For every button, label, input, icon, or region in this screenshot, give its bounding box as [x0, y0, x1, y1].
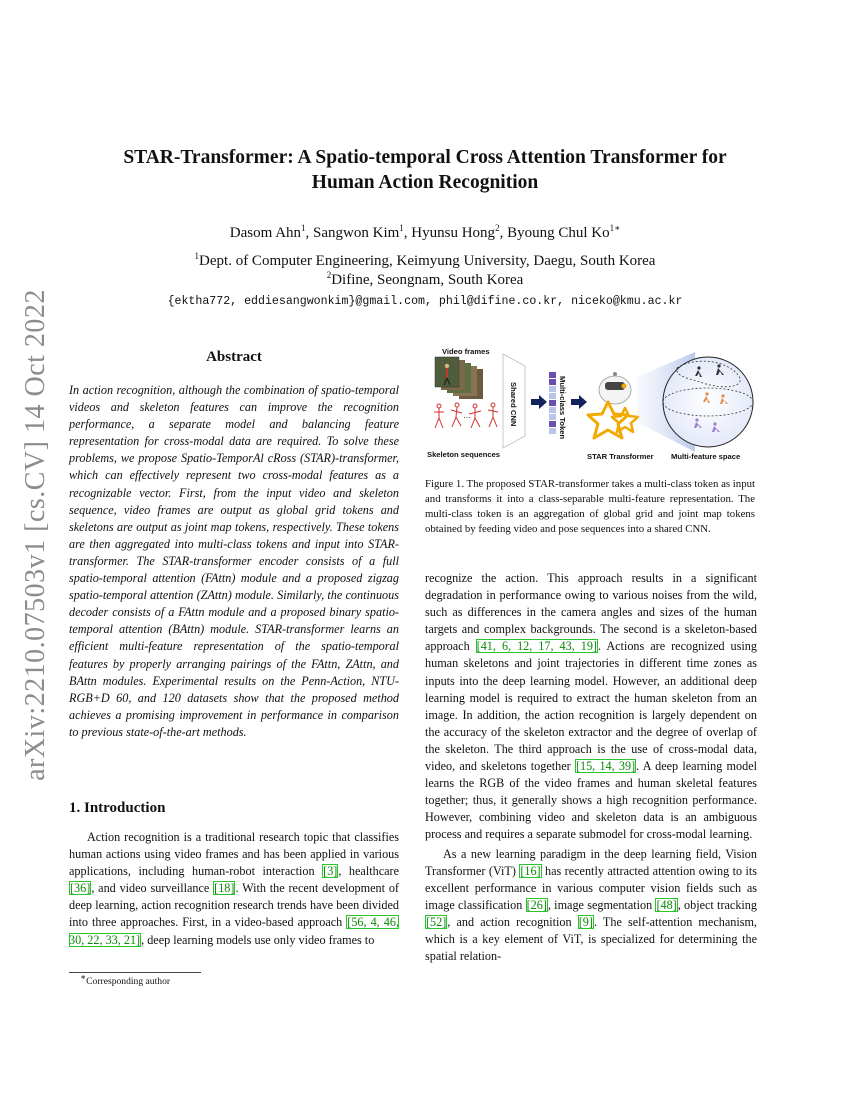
footnote-rule [69, 972, 201, 973]
citation-link[interactable]: [41, 6, 12, 17, 43, 19] [476, 639, 597, 654]
skeleton-sequences-label: Skeleton sequences [427, 450, 501, 459]
paper-title [80, 145, 770, 195]
author-affil-mark: 1 [399, 223, 404, 233]
footnote-text: Corresponding author [86, 976, 171, 987]
video-frames-label: Video frames [442, 347, 490, 356]
author-name: Hyunsu Hong [411, 225, 496, 241]
citation-link[interactable]: [15, 14, 39] [575, 759, 636, 774]
citation-link[interactable]: [18] [214, 881, 235, 896]
author-emails: {ektha772, eddiesangwonkim}@gmail.com, phil@difine.co.kr, niceko@kmu.ac.kr [167, 295, 683, 308]
citation-link[interactable]: [16] [520, 863, 541, 878]
author-name: Byoung Chul Ko [507, 225, 610, 241]
arrow-to-transformer [571, 395, 587, 409]
citation-link[interactable]: [52] [426, 914, 447, 929]
author-name: Sangwon Kim [313, 225, 400, 241]
multi-class-token-label: Multi-class Token [558, 376, 567, 440]
affiliations [80, 252, 770, 290]
shared-cnn-block [503, 354, 525, 448]
intro-paragraph-3: As a new learning paradigm in the deep learning field, Vision Transformer (ViT) [16] has recently attracted attention owing to its excellent performance in various computer vision fields such as image classification [26], image segmentation [48], object tracking [52], and action recognition [9]. The self-attention mechanism, which is a key element of ViT, is specialized for determining the spatial relation- [425, 846, 757, 964]
title-line-2: Human Action Recognition [311, 172, 539, 193]
title-line-1: STAR-Transformer: A Spatio-temporal Cross Attention Transformer for [123, 147, 727, 168]
section-heading-introduction: 1. Introduction [69, 800, 166, 816]
abstract-heading: Abstract [206, 349, 262, 365]
citation-link[interactable]: [9] [578, 914, 593, 929]
multi-feature-space-sphere [663, 357, 753, 447]
citation-link[interactable]: [36] [70, 881, 91, 896]
citation-link[interactable]: [48] [656, 897, 677, 912]
affiliation-mark: 1 [194, 251, 200, 261]
star-transformer-label: STAR Transformer [587, 452, 654, 461]
author-affil-mark: 1 [301, 223, 306, 233]
arxiv-id-text: arXiv:2210.07503v1 [cs.CV] 14 Oct 2022 [20, 289, 52, 781]
author-name: Dasom Ahn [229, 225, 302, 241]
intro-left-column [69, 829, 399, 949]
author-list: Dasom Ahn$^1$, Sangwon Kim$^1$, Hyunsu Hong$^2$, Byoung Chul $Ko^{1∗}$ [229, 223, 621, 241]
figure-1 [425, 342, 755, 472]
abstract-body: In action recognition, although the combination of spatio-temporal videos and skeleton features can improve the recognition performance, a separate model and balancing feature representation for cross-modal data are required. To solve these problems, we propose Spatio-TemporAl cRoss (STAR)-transformer, which can effectively represent two cross-modal features as a recognizable vector. First, from the input video and skeleton sequence, video frames are output as global grid tokens and skeletons are output as joint map tokens, respectively. These tokens are then aggregated into multi-class tokens and input into STAR-transformer. The STAR-transformer encoder consists of a full spatio-temporal attention (FAttn) module and a proposed zigzag spatio-temporal attention (ZAttn) module. Similarly, the continuous decoder consists of a FAttn module and a proposed binary spatio-temporal attention (BAttn) module. STAR-transformer learns an efficient multi-feature representation of the spatio-temporal features by properly arranging pairings of the FAttn, ZAttn, and BAttn modules. Experimental results on the Penn-Action, NTU-RGB+D 60, and 120 datasets show that the proposed method achieves a promising improvement in performance in comparison to previous state-of-the-art methods. [69, 383, 399, 739]
intro-right-column [425, 570, 757, 967]
intro-paragraph-1: Action recognition is a traditional research topic that classifies human actions using video frames and has been applied in various applications, including human-robot interaction [3], healthcare [36], and video surveillance [18]. With the recent development of deep learning, action recognition research trends have been divided into three approaches. First, in a video-based approach [56, 4, 46, 30, 22, 33, 21], deep learning models use only video frames to [69, 830, 399, 947]
author-affil-mark: 1∗ [609, 223, 621, 233]
multi-feature-space-label: Multi-feature space [671, 452, 741, 461]
author-affil-mark: 2 [495, 223, 500, 233]
svg-text:…: … [463, 411, 471, 420]
video-frames-stack [435, 357, 483, 399]
affiliation-line: $^1$Dept. of Computer Engineering, Keimyung University, Daegu, South Korea [194, 251, 656, 269]
citation-link[interactable]: [26] [526, 897, 547, 912]
arrow-to-tokens [531, 395, 547, 409]
citation-link[interactable]: [3] [323, 864, 338, 879]
star-transformer-robot-icon [588, 372, 638, 438]
multi-class-token-column [549, 372, 567, 440]
footnote [80, 971, 171, 987]
footnote-mark: ∗ [80, 971, 87, 982]
citation-link[interactable]: [56, 4, 46, 30, 22, 33, 21] [69, 915, 399, 947]
arxiv-stamp [10, 290, 62, 780]
affiliation-mark: 2 [326, 270, 332, 280]
affiliation-line: $^2$Difine, Seongnam, South Korea [326, 270, 524, 288]
intro-paragraph-2: recognize the action. This approach results in a significant degradation in performance owing to various noises from the wild, such as differences in the camera angles and sizes of the human targets and complex backgrounds. The second is a skeleton-based approach [41, 6, 12, 17, 43, 19]. Actions are recognized using human skeletons and joint trajectories in different time zones as inputs into the deep learning model. However, an additional deep learning model is required to extract the human skeleton from an image. In addition, the action recognition is largely dependent on the accuracy of the skeleton extractor and the degree of overlap of the skeleton. The third approach is the use of cross-modal data, video, and skeletons together [15, 14, 39]. A deep learning model learns the RGB of the video frames and human skeletal features together; thus, it generally shows a high recognition performance. However, combining video and skeleton data is an ambiguous process and requires a separate submodel for cross-modal learning. [425, 571, 757, 842]
figure-1-diagram [425, 342, 755, 472]
shared-cnn-label: Shared CNN [509, 382, 518, 427]
skeleton-sequence [434, 403, 498, 428]
figure-1-caption: Figure 1. The proposed STAR-transformer takes a multi-class token as input and transforms it into a class-separable multi-feature representation. The multi-class token is an aggregation of global grid and joint map tokens obtained by feeding video and pose sequences into a shared CNN. [425, 478, 755, 536]
